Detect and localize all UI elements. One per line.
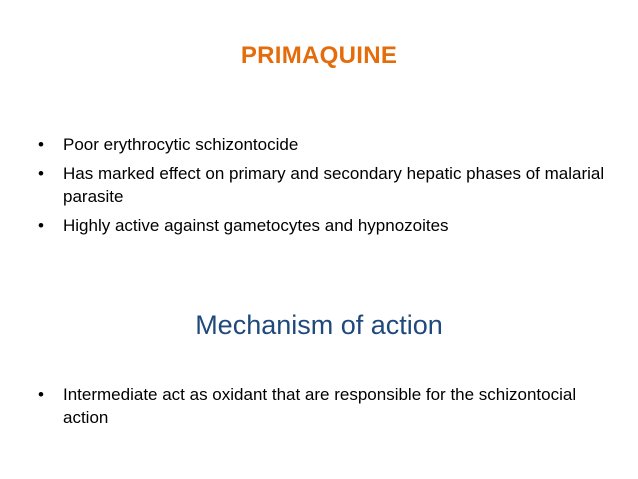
bullet-icon: •	[38, 385, 44, 404]
bullet-text: Intermediate act as oxidant that are responsible for the schizontocial action	[63, 385, 577, 427]
mechanism-bullet-list	[36, 383, 616, 435]
section-heading: Mechanism of action	[195, 310, 443, 340]
bullet-item	[36, 133, 616, 156]
bullet-text: Has marked effect on primary and secondary hepatic phases of malarial parasite	[63, 164, 605, 206]
bullet-text: Highly active against gametocytes and hypnozoites	[63, 216, 449, 235]
bullet-icon: •	[38, 135, 44, 154]
bullet-icon: •	[38, 164, 44, 183]
bullet-text: Poor erythrocytic schizontocide	[63, 135, 299, 154]
bullet-icon: •	[38, 216, 44, 235]
bullet-item	[36, 214, 616, 237]
slide-title: PRIMAQUINE	[240, 42, 398, 69]
bullet-item	[36, 383, 616, 429]
bullet-item	[36, 162, 616, 208]
primary-bullet-list	[36, 133, 616, 243]
